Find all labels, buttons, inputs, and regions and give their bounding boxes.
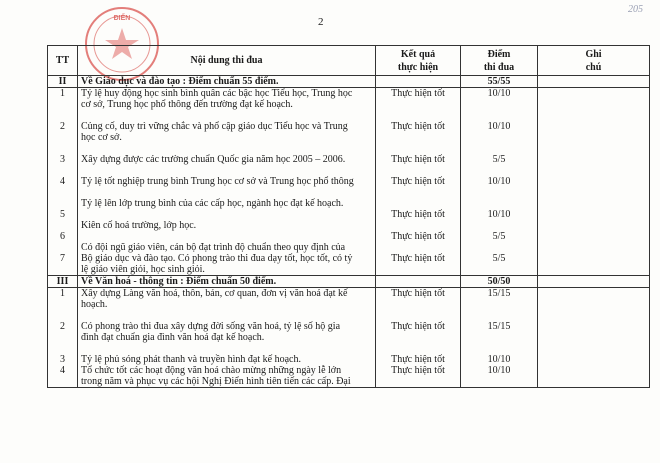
page-number: 2 bbox=[318, 16, 324, 28]
section-note bbox=[538, 276, 650, 288]
svg-text:ĐIỂN: ĐIỂN bbox=[113, 15, 131, 22]
section-points: 55/55 bbox=[461, 76, 538, 88]
item-notes bbox=[538, 288, 650, 388]
section-result bbox=[376, 76, 461, 88]
section-points: 50/50 bbox=[461, 276, 538, 288]
section-number: III bbox=[48, 276, 78, 288]
section-note bbox=[538, 76, 650, 88]
section-title: Về Giáo dục và đào tạo : Điểm chuẩn 55 điểm. bbox=[78, 76, 376, 88]
section-number: II bbox=[48, 76, 78, 88]
header-content: Nội dung thi đua bbox=[78, 46, 376, 76]
table-header-row bbox=[48, 46, 650, 76]
header-note: Ghi chú bbox=[538, 46, 650, 76]
item-notes bbox=[538, 88, 650, 276]
item-contents: Xây dựng Làng văn hoá, thôn, bản, cơ quan, đơn vị văn hoá đạt kế hoạch. Có phong trào thi đua xây dựng đời sống văn hoá, tỷ lệ số hộ gia đình đạt chuẩn gia đình văn hoá đạt kế hoạch. Tỷ lệ phủ sóng phát thanh và truyền hình đạt kế hoạch. Tổ chức tốt các hoạt động văn hoá chào mừng những ngày lễ lớn trong năm và phục vụ các hội Nghị Điển hình tiên tiến các cấp. Đại bbox=[78, 288, 376, 388]
section-title: Về Văn hoá - thông tin : Điểm chuẩn 50 điểm. bbox=[78, 276, 376, 288]
section-result bbox=[376, 276, 461, 288]
header-points: Điểm thi đua bbox=[461, 46, 538, 76]
section-body-row bbox=[48, 288, 650, 388]
header-tt: TT bbox=[48, 46, 78, 76]
item-points: 15/15 15/15 10/10 10/10 bbox=[461, 288, 538, 388]
item-numbers: 1 2 3 4 bbox=[48, 288, 78, 388]
item-results: Thực hiện tốt Thực hiện tốt Thực hiện tốt Thực hiện tốt Thực hiện tốt Thực hiện tốt Thực hiện tốt bbox=[376, 88, 461, 276]
item-contents: Tỷ lệ huy động học sinh bình quân các bậc học Tiểu học, Trung học cơ sở, Trung học phổ thông đến trường đạt kế hoạch. Củng cố, duy trì vững chắc và phổ cập giáo dục Tiểu học và Trung học cơ sở. Xây dựng được các trường chuẩn Quốc gia năm học 2005 – 2006. Tỷ lệ tốt nghiệp trung bình Trung học cơ sở và Trung học phổ thông Tỷ lệ lên lớp trung bình của các cấp học, ngành học đạt kế hoạch. Kiên cố hoá trường, lớp học. Có đội ngũ giáo viên, cán bộ đạt trình độ chuẩn theo quy định của Bộ giáo dục và đào tạo. Có phong trào thi đua dạy tốt, học tốt, có tỷ lệ giáo viên giỏi, học sinh giỏi. bbox=[78, 88, 376, 276]
item-numbers: 1 2 3 4 5 6 7 bbox=[48, 88, 78, 276]
section-body-row bbox=[48, 88, 650, 276]
emulation-criteria-table bbox=[47, 45, 650, 388]
item-points: 10/10 10/10 5/5 10/10 10/10 5/5 5/5 bbox=[461, 88, 538, 276]
section-header-row bbox=[48, 76, 650, 88]
item-results: Thực hiện tốt Thực hiện tốt Thực hiện tốt Thực hiện tốt bbox=[376, 288, 461, 388]
section-header-row bbox=[48, 276, 650, 288]
handwritten-page-mark: 205 bbox=[628, 4, 643, 15]
header-result: Kết quả thực hiện bbox=[376, 46, 461, 76]
